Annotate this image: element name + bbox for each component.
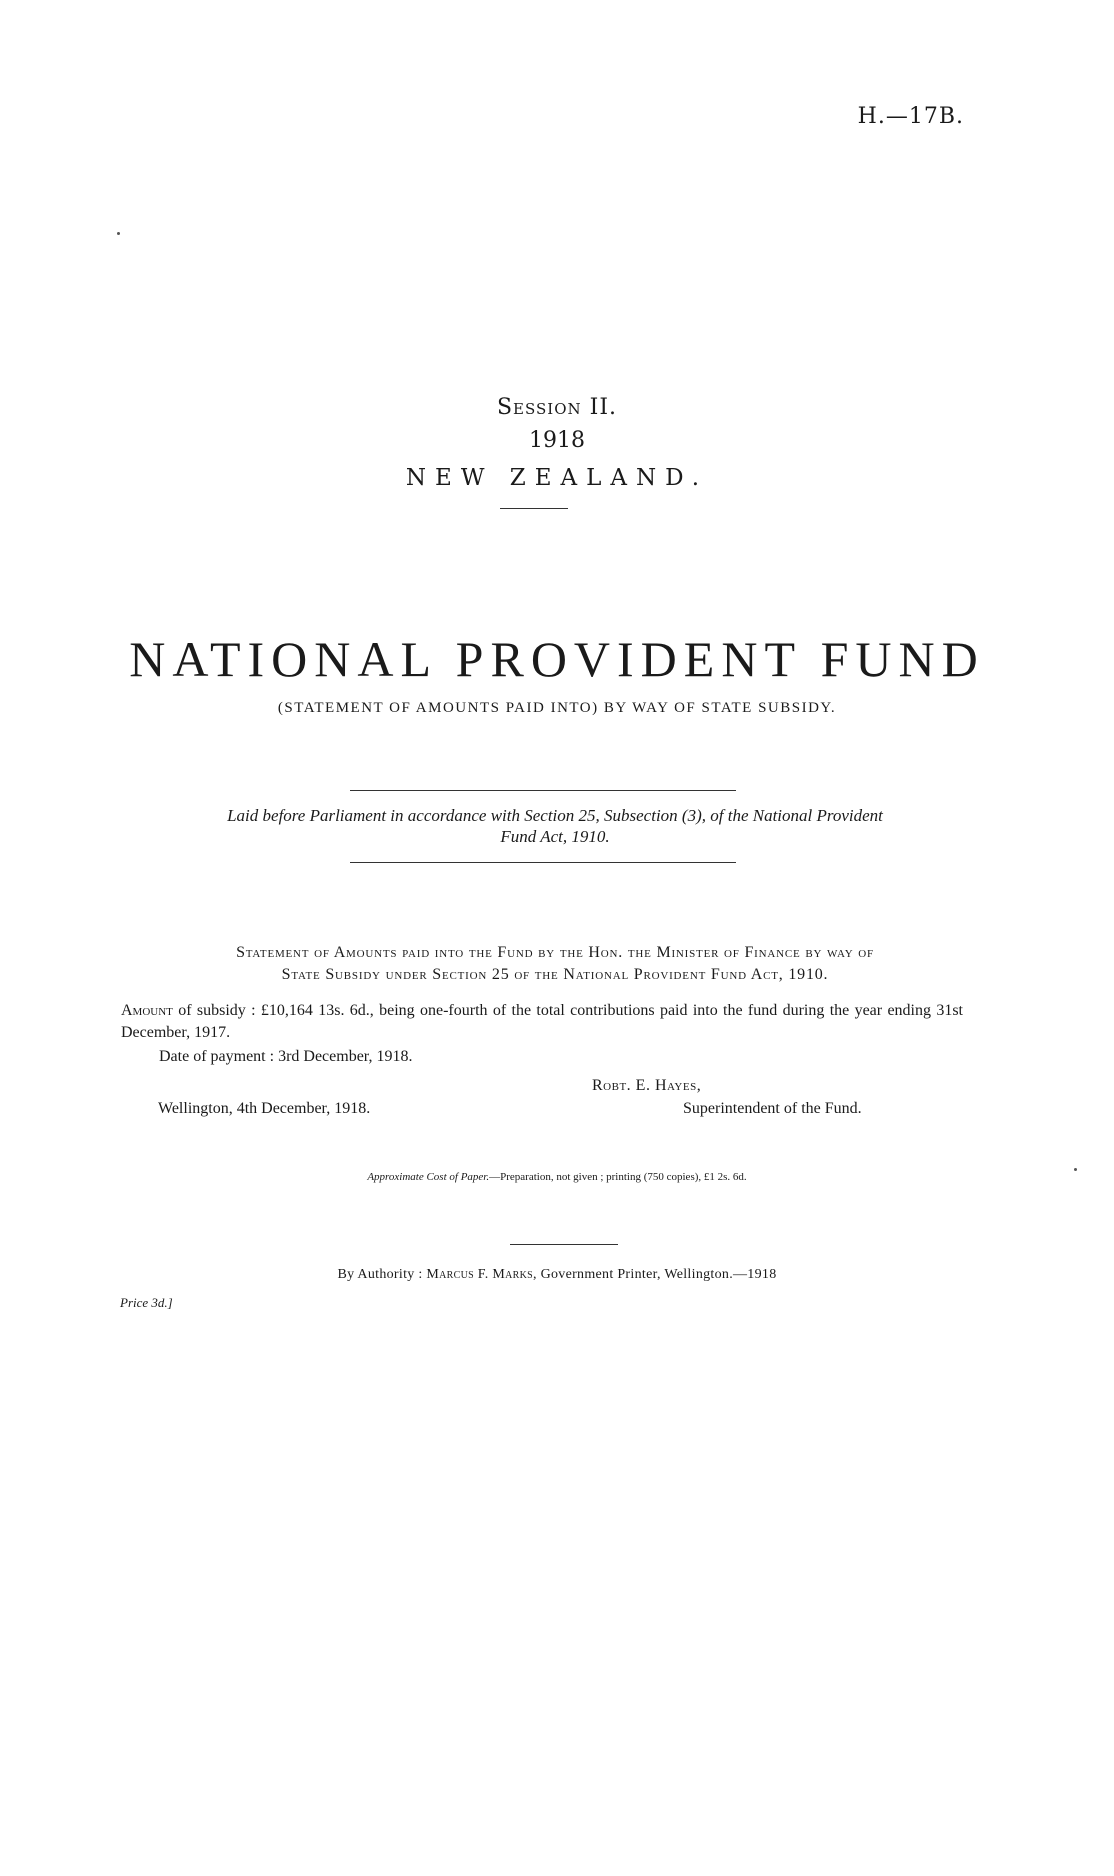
printer-imprint — [0, 1267, 1114, 1283]
printer-rest: , Government Printer, Wellington.—1918 — [532, 1267, 777, 1282]
session-label: Session II. — [496, 395, 618, 420]
date-of-payment: Date of payment : 3rd December, 1918. — [159, 1048, 413, 1065]
amount-lead-word: Amount — [121, 1002, 173, 1019]
printer-name: Marcus F. Marks — [426, 1267, 533, 1282]
authority-lead: By Authority : — [337, 1267, 427, 1282]
statement-heading-line-2: State Subsidy under Section 25 of the National Provident Fund Act, 1910. — [281, 966, 829, 983]
amount-paragraph — [121, 1000, 963, 1044]
statement-heading — [120, 942, 990, 986]
statement-heading-line-1: Statement of Amounts paid into the Fund by the Hon. the Minister of Finance by way of — [236, 944, 874, 961]
document-subtitle: (STATEMENT OF AMOUNTS PAID INTO) BY WAY OF STATE SUBSIDY. — [277, 700, 837, 716]
document-title: NATIONAL PROVIDENT FUND — [129, 631, 985, 687]
divider-upper — [350, 790, 736, 791]
laid-line-1: Laid before Parliament in accordance with Section 25, Subsection (3), of the National Provident — [227, 806, 883, 825]
scan-speck — [117, 232, 120, 235]
divider-lower — [350, 862, 736, 863]
cost-label: Approximate Cost of Paper. — [367, 1171, 490, 1183]
scan-speck — [1074, 1168, 1077, 1171]
cost-text: —Preparation, not given ; printing (750 copies), £1 2s. 6d. — [489, 1171, 747, 1183]
country-name: NEW ZEALAND. — [405, 465, 709, 491]
signer-title: Superintendent of the Fund. — [683, 1100, 862, 1117]
amount-text: of subsidy : £10,164 13s. 6d., being one-fourth of the total contributions paid into the fund during the year ending 31st December, 1917. — [121, 1002, 963, 1041]
place-and-date: Wellington, 4th December, 1918. — [158, 1100, 371, 1117]
laid-before-parliament-note — [140, 805, 970, 847]
approximate-cost-line — [0, 1171, 1114, 1183]
document-reference: H.—17B. — [857, 104, 964, 129]
divider-short — [500, 508, 568, 509]
laid-line-2: Fund Act, 1910. — [500, 827, 610, 846]
signer-name: Robt. E. Hayes, — [592, 1077, 702, 1094]
divider-footer — [510, 1244, 618, 1245]
session-year: 1918 — [529, 428, 585, 453]
price-note: Price 3d.] — [120, 1295, 173, 1310]
